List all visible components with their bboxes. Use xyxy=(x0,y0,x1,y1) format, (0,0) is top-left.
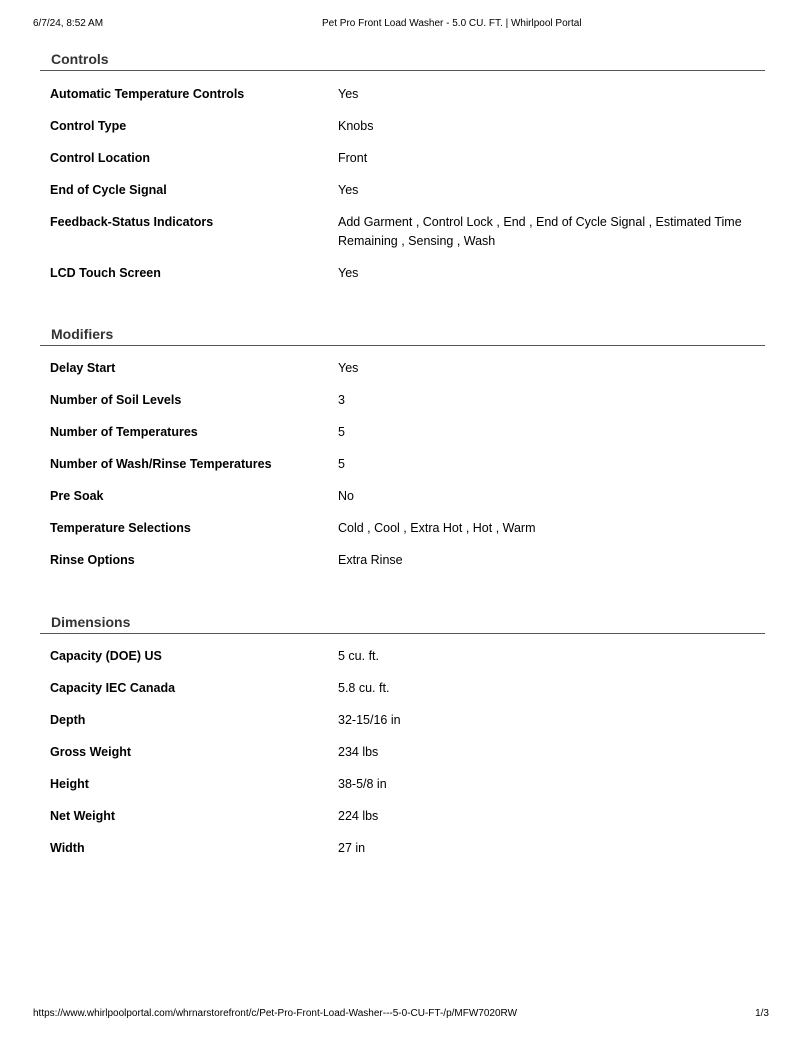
spec-value: Cold , Cool , Extra Hot , Hot , Warm xyxy=(338,521,536,535)
spec-row xyxy=(40,807,765,826)
spec-label: Height xyxy=(50,777,89,791)
spec-label: Feedback-Status Indicators xyxy=(50,215,214,229)
spec-value: 234 lbs xyxy=(338,745,379,759)
spec-value: Knobs xyxy=(338,119,374,133)
spec-row xyxy=(40,711,765,730)
spec-value: 5 xyxy=(338,425,345,439)
spec-row xyxy=(40,647,765,666)
spec-label: Depth xyxy=(50,713,86,727)
spec-value: Front xyxy=(338,151,368,165)
page-number: 1/3 xyxy=(755,1008,769,1019)
spec-value: 3 xyxy=(338,393,345,407)
spec-label: Number of Temperatures xyxy=(50,425,198,439)
spec-label: End of Cycle Signal xyxy=(50,183,167,197)
spec-label: Control Location xyxy=(50,151,150,165)
spec-value: No xyxy=(338,489,354,503)
spec-label: Capacity (DOE) US xyxy=(50,649,162,663)
spec-row xyxy=(40,839,765,858)
spec-row xyxy=(40,775,765,794)
spec-row xyxy=(40,213,765,251)
spec-row xyxy=(40,487,765,506)
print-date: 6/7/24, 8:52 AM xyxy=(33,18,104,29)
spec-value: Add Garment , Control Lock , End , End of Cycle Signal , Estimated Time Remaining , Sensing , Wash xyxy=(338,215,742,248)
print-footer xyxy=(0,1008,802,1022)
spec-label: Net Weight xyxy=(50,809,116,823)
spec-value: 5.8 cu. ft. xyxy=(338,681,390,695)
spec-label: Pre Soak xyxy=(50,489,104,503)
spec-label: Control Type xyxy=(50,119,127,133)
section-dimensions xyxy=(40,611,765,871)
page-url: https://www.whirlpoolportal.com/whrnarstorefront/c/Pet-Pro-Front-Load-Washer---5-0-CU-FT-/p/MFW7020RW xyxy=(33,1008,518,1019)
spec-row xyxy=(40,743,765,762)
spec-row xyxy=(40,391,765,410)
spec-value: Yes xyxy=(338,87,359,101)
spec-label: Automatic Temperature Controls xyxy=(50,87,245,101)
spec-row xyxy=(40,181,765,200)
spec-label: Number of Wash/Rinse Temperatures xyxy=(50,457,272,471)
spec-value: 27 in xyxy=(338,841,366,855)
spec-row xyxy=(40,149,765,168)
spec-row xyxy=(40,455,765,474)
spec-row xyxy=(40,359,765,378)
spec-value: 224 lbs xyxy=(338,809,379,823)
spec-value: Extra Rinse xyxy=(338,553,403,567)
spec-row xyxy=(40,85,765,104)
spec-value: 32-15/16 in xyxy=(338,713,401,727)
section-controls xyxy=(40,48,765,296)
spec-value: Yes xyxy=(338,266,359,280)
spec-value: 5 cu. ft. xyxy=(338,649,379,663)
spec-value: Yes xyxy=(338,361,359,375)
section-modifiers xyxy=(40,323,765,583)
spec-value: 38-5/8 in xyxy=(338,777,387,791)
spec-label: LCD Touch Screen xyxy=(50,266,161,280)
spec-value: Yes xyxy=(338,183,359,197)
spec-label: Rinse Options xyxy=(50,553,135,567)
spec-row xyxy=(40,519,765,538)
section-title: Dimensions xyxy=(40,611,765,634)
spec-label: Delay Start xyxy=(50,361,116,375)
spec-label: Number of Soil Levels xyxy=(50,393,182,407)
spec-value: 5 xyxy=(338,457,345,471)
spec-row xyxy=(40,679,765,698)
spec-row xyxy=(40,551,765,570)
spec-label: Gross Weight xyxy=(50,745,132,759)
spec-row xyxy=(40,117,765,136)
print-page-title: Pet Pro Front Load Washer - 5.0 CU. FT. | Whirlpool Portal xyxy=(322,18,582,29)
print-header xyxy=(0,18,802,32)
section-title: Controls xyxy=(40,48,765,71)
spec-label: Width xyxy=(50,841,85,855)
spec-row xyxy=(40,264,765,283)
section-title: Modifiers xyxy=(40,323,765,346)
spec-row xyxy=(40,423,765,442)
spec-label: Temperature Selections xyxy=(50,521,191,535)
spec-label: Capacity IEC Canada xyxy=(50,681,176,695)
